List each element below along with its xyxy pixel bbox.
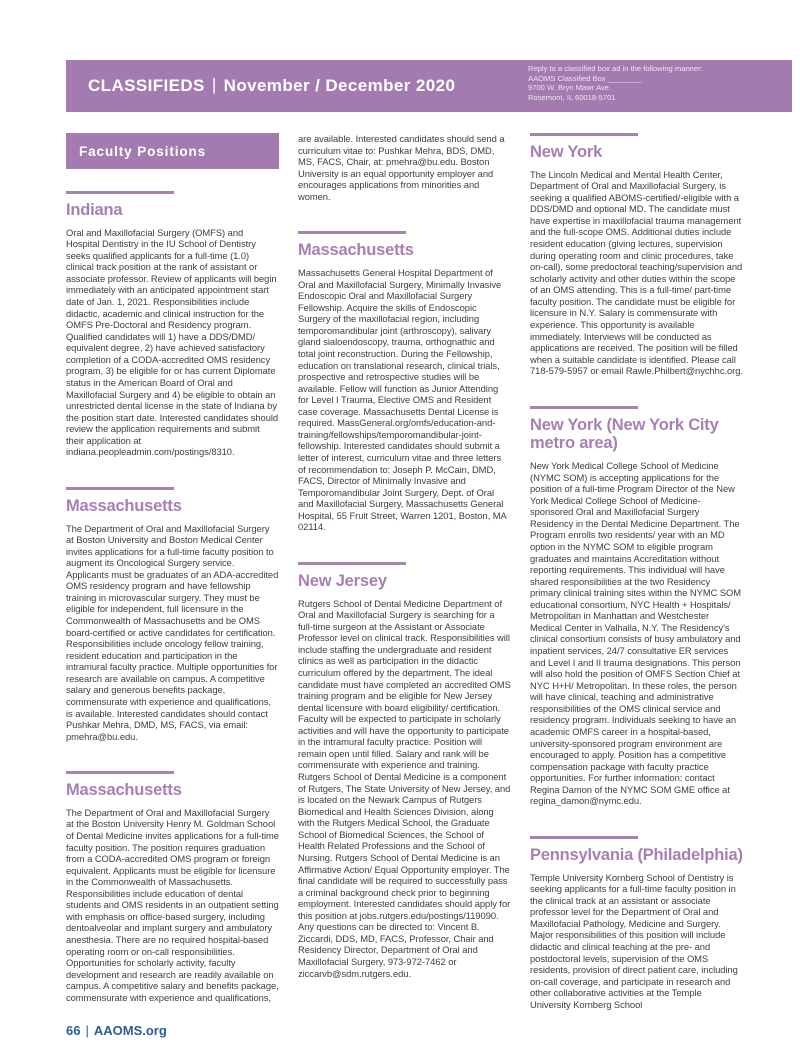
section-divider [530, 836, 638, 839]
faculty-positions-banner [66, 133, 279, 169]
listing-body: Massachusetts General Hospital Department of Oral and Maxillofacial Surgery, Minimally Invasive Endoscopic Oral and Maxillofacial Surgery Fellowship. Acquire the skills of Endoscopic Surgery of the maxillofacial region, including temporomandibular joint (arthroscopy), salivary gland sialoendoscopy, trauma, orthognathic and total joint reconstruction. During the Fellowship, education on translational research, clinical trials, prospective and retrospective studies will be available. Fellow will function as Junior Attending for Level I Trauma, Elective OMS and Resident case coverage. Massachusetts Dental License is required. MassGeneral.org/omfs/education-and-training/fellowships/temporomandibular-joint-fellowship. Interested candidates should submit a letter of interest, curriculum vitae and three letters of recommendation to: Joseph P. McCain, DMD, FACS, Director of Minimally Invasive and Temporomandibular Joint Surgery, Dept. of Oral and Maxillofacial Surgery, Massachusetts General Hospital, 55 Fruit Street, Warren 1201, Boston, MA 02114. [298, 267, 507, 533]
section-divider [66, 771, 174, 774]
page-title [88, 76, 455, 96]
listing-body: Oral and Maxillofacial Surgery (OMFS) and Hospital Dentistry in the IU School of Dentistry seeks qualified applicants for a full-time (1.0) clinical track position at the rank of assistant or associate professor. Review of applicants will begin immediately with an anticipated appointment start date of Jan. 1, 2021. Responsibilities include didactic, academic and clinical instruction for the OMFS Pre-Doctoral and Residency program. Qualified candidates will 1) have a DDS/DMD/ equivalent degree, 2) have achieved satisfactory completion of a CODA-accredited OMS residency program, 3) be eligible for or has current Diplomate status in the American Board of Oral and Maxillofacial Surgery and 4) be eligible to obtain an unrestricted dental license in the state of Indiana by the position start date. Interested candidates should review the application requirements and submit their application at indiana.peopleadmin.com/postings/8310. [66, 226, 279, 458]
reply-line: AAOMS Classified Box ________ [528, 73, 642, 83]
listing-massachusetts-goldman [66, 771, 279, 1003]
listing-massachusetts-bu [66, 487, 279, 742]
footer-site-label: AAOMS.org [93, 1023, 167, 1038]
reply-instructions [528, 64, 778, 102]
listing-body: The Department of Oral and Maxillofacial Surgery at Boston University and Boston Medical Center invites applications for a full-time faculty position to augment its Oncological Surgery service. Applicants must be graduates of an ADA-accredited OMS residency program and have fellowship training in microvascular surgery. They must be eligible for independent, full licensure in the Commonwealth of Massachusetts and be OMS board-certified or active candidates for certification. Responsibilities include oncology fellow training, resident education and participation in the intramural faculty practice. Multiple opportunities for research are available on campus. A competitive salary and generous benefits package, commensurate with experience and qualifications, is available. Interested candidates should contact Pushkar Mehra, DMD, MS, FACS, via email: pmehra@bu.edu. [66, 522, 279, 742]
listing-body: New York Medical College School of Medicine (NYMC SOM) is accepting applications for the position of a full-time Program Director of the New York Medical College School of Medicine-sponsored Oral and Maxillofacial Surgery Residency in the Dental Medicine Department. The Program enrolls two residents/ year with an MD option in the NYMC SOM to eligible program graduates and maintains Accreditation without reporting requirements. This individual will have shared responsibilities at the two Residency primary clinical training sites within the NYMC SOM educational consortium, NYC Health + Hospitals/ Metropolitan in Manhattan and Westchester Medical Center in Valhalla, N.Y. The Residency's clinical consortium consists of busy ambulatory and inpatient services, 24/7 consultative ER services and Level I and II trauma designations. This person will also hold the position of OMFS Section Chief at NYC H+H/ Metropolitan. In these roles, the person will have clinical, teaching and administrative responsibilities of the OMS clinical service and residency program. Individuals seeking to have an academic OMFS career in a hospital-based, university-sponsored program environment are encouraged to apply. Position has a competitive compensation package with faculty practice opportunities. For further information: contact Regina Damon of the NYMC SOM GME office at regina_damon@nymc.edu. [530, 460, 742, 807]
state-heading: New York (New York City metro area) [530, 415, 719, 453]
issue-label: November / December 2020 [223, 76, 456, 95]
state-heading: New Jersey [298, 571, 387, 590]
section-divider [530, 406, 638, 409]
listing-pennsylvania [530, 836, 743, 1010]
state-heading: New York [530, 143, 603, 161]
classifieds-banner [66, 60, 792, 112]
state-heading: Pennsylvania (Philadelphia) [530, 845, 743, 864]
listing-new-york-metro [530, 406, 743, 807]
section-divider [66, 487, 174, 490]
section-divider [298, 231, 406, 234]
section-divider [66, 191, 174, 194]
listing-body: Temple University Kornberg School of Dentistry is seeking applicants for a full-time faculty position in the clinical track at an assistant or associate professor level for the Department of Oral and Maxillofacial Pathology, Medicine and Surgery. Major responsibilities of this position will include didactic and clinical teaching at the pre- and postdoctoral levels, supervision of the OMS residents, provision of direct patient care, including on-call coverage, and participate in research and other collaborative activities at the Temple University Kornberg School [530, 871, 738, 1010]
column-1 [66, 133, 279, 1025]
state-heading: Massachusetts [66, 781, 182, 800]
title-separator: | [211, 75, 217, 94]
state-heading: Indiana [66, 201, 123, 219]
listing-massachusetts-mgh [298, 231, 511, 533]
reply-line: Rosemont, IL 60018-5701 [528, 92, 616, 102]
column-3 [530, 133, 743, 1025]
section-divider [530, 133, 638, 136]
footer-separator: | [85, 1023, 89, 1038]
listing-body: The Lincoln Medical and Mental Health Center, Department of Oral and Maxillofacial Surgery, is seeking a qualified ABOMS-certified/-eligible with a DDS/DMD and optional MD. The candidate must have expertise in maxillofacial trauma management and the full-scope OMS. Additional duties include resident education (giving lectures, supervision during operating room and clinic procedures, take on-call), some predoctoral teaching/supervision and scholarly activity and other duties within the scope of an OMS attending. This is a full-time/ part-time faculty position. The candidate must be eligible for licensure in N.Y. Salary is commensurate with experience. This opportunity is available immediately. Interviews will be conducted as applications are received. The position will be filled when a suitable candidate is identified. Please call 718-579-5957 or email Rawle.Philbert@nychhc.org. [530, 168, 743, 377]
listing-continuation: are available. Interested candidates should send a curriculum vitae to: Pushkar Mehra, BDS, DMD, MS, FACS, Chair, at: pmehra@bu.edu. Boston University is an equal opportunity employer and encourages applications from minorities and women. [298, 133, 505, 202]
listing-indiana [66, 191, 279, 458]
footer-page-number: 66 [66, 1023, 81, 1038]
reply-line: Reply to a classified box ad in the following manner: [528, 64, 703, 73]
listing-body: The Department of Oral and Maxillofacial Surgery at the Boston University Henry M. Goldman School of Dental Medicine invites applications for a full-time faculty position. The position requires graduation from a CODA-accredited OMS program or foreign equivalent. Applicants must be eligible for licensure in the Commonwealth of Massachusetts. Responsibilities include education of dental students and OMS residents in an outpatient setting with emphasis on office-based surgery, including dentoalveolar and implant surgery and ambulatory anesthesia. There are no required hospital-based operating room or on-call responsibilities. Opportunities for scholarly activity, faculty development and research are readily available on campus. A competitive salary and benefits package, commensurate with experience and qualifications, [66, 806, 279, 1003]
state-heading: Massachusetts [298, 241, 414, 260]
listings-content [66, 133, 743, 1025]
page-footer [66, 1023, 167, 1038]
section-divider [298, 562, 406, 565]
reply-line: 9700 W. Bryn Mawr Ave. [528, 83, 612, 93]
classifieds-label: CLASSIFIEDS [88, 76, 205, 95]
listing-body: Rutgers School of Dental Medicine Department of Oral and Maxillofacial Surgery is searching for a full-time surgeon at the Assistant or Associate Professor level on clinical track. Responsibilities will include staffing the undergraduate and resident clinics as well as participation in the didactic curriculum offered by the department. The ideal candidate must have completed an accredited OMS training program and be eligible for New Jersey dental licensure with board eligibility/ certification. Faculty will be expected to participate in scholarly activities and will have the opportunity to participate in the intramural faculty practice. Position will remain open until filled. Salary and rank will be commensurate with experience and training. Rutgers School of Dental Medicine is a component of Rutgers, The State University of New Jersey, and is located on the Newark Campus of Rutgers Biomedical and Health Sciences Division, along with the Rutgers Medical School, the Graduate School of Biomedical Sciences, the School of Health Related Professions and the School of Nursing. Rutgers School of Dental Medicine is an Affirmative Action/ Equal Opportunity employer. The final candidate will be required to successfully pass a criminal background check prior to beginning employment. Interested candidates should apply for this position at jobs.rutgers.edu/postings/119090. Any questions can be directed to: Vincent B. Ziccardi, DDS, MD, FACS, Professor, Chair and Residency Director, Department of Oral and Maxillofacial Surgery, 973-972-7462 or ziccarvb@sdm.rutgers.edu. [298, 597, 511, 979]
listing-new-york [530, 133, 743, 377]
faculty-positions-label: Faculty Positions [79, 143, 207, 159]
column-2 [298, 133, 511, 1025]
listing-new-jersey [298, 562, 511, 979]
state-heading: Massachusetts [66, 496, 182, 515]
